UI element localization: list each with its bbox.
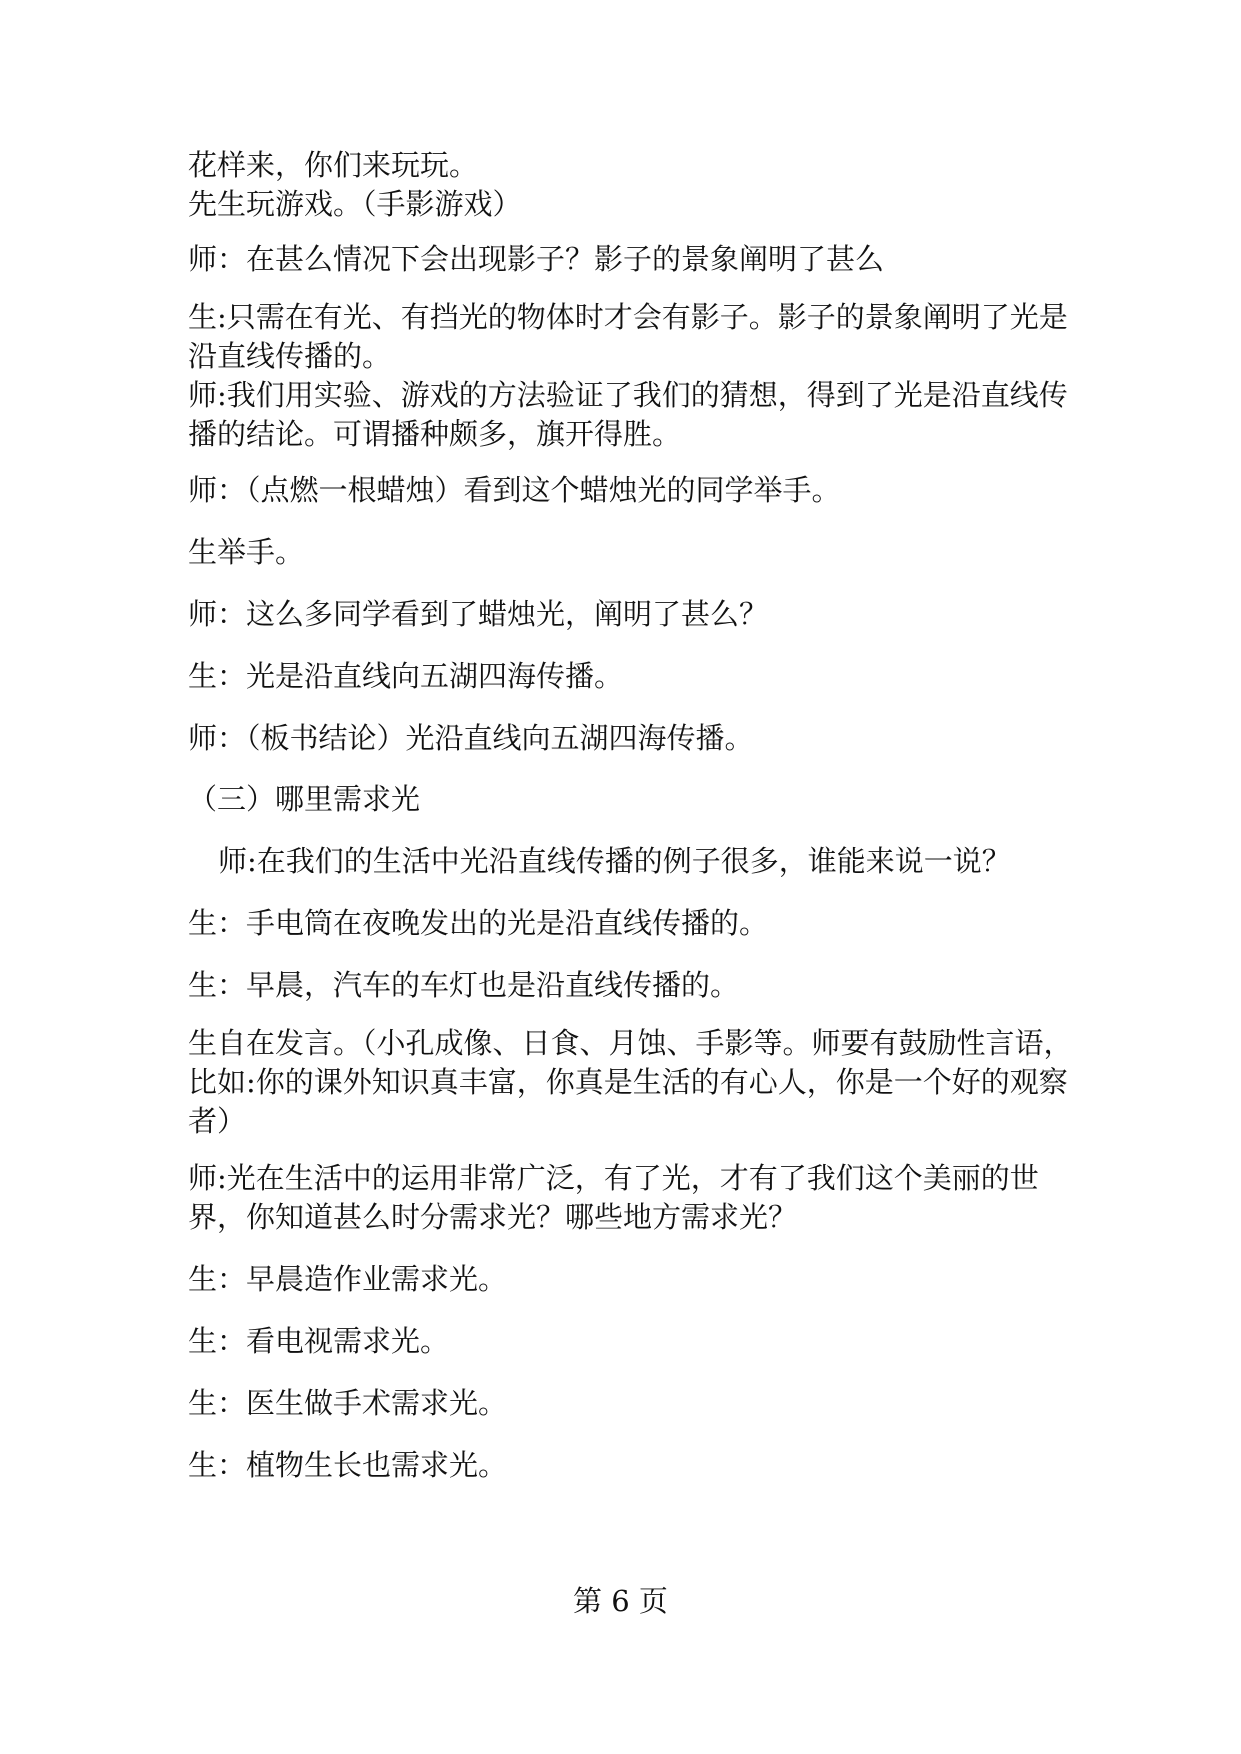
paragraph-10: 师：（板书结论）光沿直线向五湖四海传播。 xyxy=(188,721,754,755)
paragraph-13: 生：手电筒在夜晚发出的光是沿直线传播的。 xyxy=(188,906,769,940)
paragraph-12: 师:在我们的生活中光沿直线传播的例子很多，谁能来说一说？ xyxy=(218,844,1011,878)
section-heading: （三）哪里需求光 xyxy=(188,782,421,816)
paragraph-4: 生:只需在有光、有挡光的物体时才会有影子。影子的景象阐明了光是沿直线传播的。 xyxy=(188,300,1068,373)
paragraph-16: 师:光在生活中的运用非常广泛，有了光，才有了我们这个美丽的世界，你知道甚么时分需求光？哪些地方需求光？ xyxy=(188,1161,1039,1234)
page-number: 第 6 页 xyxy=(573,1584,668,1618)
paragraph-6: 师：（点燃一根蜡烛）看到这个蜡烛光的同学举手。 xyxy=(188,473,841,507)
paragraph-5: 师:我们用实验、游戏的方法验证了我们的猜想，得到了光是沿直线传播的结论。可谓播种颇多，旗开得胜。 xyxy=(188,378,1068,451)
paragraph-8: 师：这么多同学看到了蜡烛光，阐明了甚么？ xyxy=(188,597,769,631)
paragraph-9: 生：光是沿直线向五湖四海传播。 xyxy=(188,659,624,693)
document-body xyxy=(188,146,1078,1485)
paragraph-14: 生：早晨，汽车的车灯也是沿直线传播的。 xyxy=(188,968,740,1002)
paragraph-18: 生：看电视需求光。 xyxy=(188,1324,450,1358)
paragraph-15: 生自在发言。（小孔成像、日食、月蚀、手影等。师要有鼓励性言语，比如:你的课外知识真丰富，你真是生活的有心人，你是一个好的观察者） xyxy=(188,1026,1073,1138)
paragraph-20: 生：植物生长也需求光。 xyxy=(188,1448,508,1482)
paragraph-17: 生：早晨造作业需求光。 xyxy=(188,1262,508,1296)
paragraph-1: 花样来，你们来玩玩。 xyxy=(188,148,479,182)
paragraph-19: 生：医生做手术需求光。 xyxy=(188,1386,508,1420)
paragraph-3: 师：在甚么情况下会出现影子？影子的景象阐明了甚么 xyxy=(188,242,885,276)
paragraph-7: 生举手。 xyxy=(188,535,305,569)
paragraph-2: 先生玩游戏。（手影游戏） xyxy=(188,187,522,221)
